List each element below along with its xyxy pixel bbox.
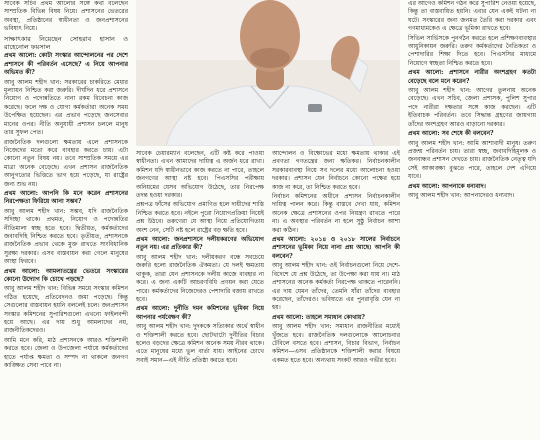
article-column-3 (272, 0, 400, 440)
answer-8: আবু আলম শহীদ খান: আগের তুলনায় অনেক বেড়েছে। এখন সচিব, জেলা প্রশাসক, পুলিশ সুপার পদে নারীরা দক্ষতার সঙ্গে কাজ করছেন। এটি ইতিবাচক পরিবর্তন। তবে সিদ্ধান্ত গ্রহণের জায়গায় তাঁদের অংশগ্রহণ আরও বাড়ানো দরকার। (408, 87, 536, 128)
answer-5: আবু আলম শহীদ খান: দুদককে সত্যিকার অর্থে স্বাধীন ও শক্তিশালী করতে হবে। ছোটখাটো দুর্নীতির বিচার হলেও বড়দের ক্ষেত্রে কমিশন অনেক সময় নীরব থাকে। এতে মানুষের মধ্যে ভুল বার্তা যায়। আইনের চোখে সবাই সমান—এই নীতি প্রতিষ্ঠা করতে হবে। (136, 323, 264, 364)
interview-byline: সাক্ষাৎকার নিয়েছেন সোহরাব হাসান ও রাহেনোল ফয়সাল (4, 34, 128, 52)
closing-question: প্রথম আলো: আপনাকে ধন্যবাদ। (408, 182, 486, 190)
answer-1: আবু আলম শহীদ খান: সরকারের চাকরিতে মেধার মূল্যায়ন নিশ্চিত করা জরুরি। দীর্ঘদিন ধরে প্রশাসনে নিয়োগ ও পদোন্নতিতে নানা রকম বিবেচনা কাজ করেছে। ফলে দক্ষ ও যোগ্য কর্মকর্তারা অনেক সময় উপেক্ষিত হয়েছেন। এর প্রভাব পড়েছে জনসেবার মানের ওপর। নীতি অনুযায়ী প্রশাসন চললে মানুষ তার সুফল পেত। (4, 78, 128, 137)
closing-answer: আবু আলম শহীদ খান: আপনাদেরও ধন্যবাদ। (408, 191, 515, 199)
question-1: প্রথম আলো: কোটা সংস্কার আন্দোলনের পর দেশে প্রশাসনে কী পরিবর্তন এসেছে? এ নিয়ে আপনার অভিমত কী? (4, 52, 128, 77)
column-4-paragraph-2: সিভিল সার্ভিসকে পুনর্গঠন করতে হলে প্রশিক্ষণব্যবস্থার আধুনিকায়ন জরুরি। তরুণ কর্মকর্তাদের নৈতিকতা ও পেশাদারির শিক্ষা দিতে হবে। পিএসসির মাধ্যমে নিয়োগে স্বচ্ছতা নিশ্চিত করতে হবে। (408, 34, 536, 67)
answer-1-continued: রাজনৈতিক দলগুলো ক্ষমতায় এলে প্রশাসনকে নিজেদের মতো করে ব্যবহার করতে চায়। এটা কোনো নতুন বিষয় নয়। তবে সাম্প্রতিক সময়ে এর মাত্রা অনেক বেড়েছে। এখন প্রশাসন রাজনৈতিক আনুগত্যের ভিত্তিতে ভাগ হয়ে পড়েছে, যা রাষ্ট্রের জন্য শুভ নয়। (4, 138, 128, 188)
article-column-2 (136, 0, 264, 440)
answer-3-continued: আমি মনে করি, মাঠ প্রশাসনকে আরও শক্তিশালী করতে হবে। জেলা ও উপজেলা পর্যায়ে কর্মকর্তাদের হাতে পর্যাপ্ত ক্ষমতা ও সম্পদ না থাকলে জনগণ কাঙ্ক্ষিত সেবা পাবে না। (4, 336, 128, 370)
column-4-paragraph: এর আগেও কমিশন গঠন করে সুপারিশ নেওয়া হয়েছে, কিন্তু তা বাস্তবায়িত হয়নি। এবার যেন একই ঘটনা না ঘটে। সংস্কারের জন্য জনমত তৈরি করা দরকার এবং গণমাধ্যমকেও এ ক্ষেত্রে ভূমিকা রাখতে হবে। (408, 0, 536, 33)
intro-paragraph: সাবেক সচিব প্রথম আলোর সঙ্গে কথা বলেছেন সাম্প্রতিক বিভিন্ন বিষয় নিয়ে। প্রশাসনের ভেতরের অবস্থা, প্রতিষ্ঠানের স্বাধীনতা ও জনপ্রশাসনের ভবিষ্যৎ নিয়ে। (4, 0, 128, 33)
column-2-paragraph: সাবেক চেয়ারম্যান বলেছেন, এটি কষ্ট করে পাওয়া স্বাধীনতা। এখন আমাদের দায়িত্ব এ অর্জন ধরে রাখা। কমিশন যদি স্বাধীনভাবে কাজ করতে না পারে, তাহলে জনগণের আস্থা নষ্ট হবে। পিএসসির পরীক্ষায় অনিয়মের যেসব অভিযোগ উঠেছে, তার নিরপেক্ষ তদন্ত হওয়া দরকার। (136, 150, 264, 200)
column-3-paragraph: আন্দোলন ও বিক্ষোভের মধ্যে ক্ষমতায় থাকার এই প্রবণতা গণতন্ত্রের জন্য ক্ষতিকর। নির্বাচনকালীন সরকারব্যবস্থা নিয়ে সব দলের মধ্যে আলোচনা হওয়া দরকার। প্রশাসন যেন নির্বাচনে কোনো পক্ষের হয়ে কাজ না করে, তা নিশ্চিত করতে হবে। (272, 150, 400, 191)
question-3: প্রথম আলো: আমলাতন্ত্রের ভেতরে সংস্কারের কোনো উদ্যোগ কি চোখে পড়ছে? (4, 267, 128, 283)
article-column-1 (4, 0, 128, 440)
column-2-paragraph-2: প্রশ্নপত্র ফাঁসের অভিযোগ প্রমাণিত হলে দায়ীদের শাস্তি নিশ্চিত করতে হবে। নইলে পুরো নিয়োগপ্রক্রিয়া নিয়েই প্রশ্ন উঠবে। তরুণেরা যে আস্থা নিয়ে প্রতিযোগিতায় অংশ নেন, সেটি নষ্ট হলে রাষ্ট্রের বড় ক্ষতি হবে। (136, 201, 264, 234)
answer-2: আবু আলম শহীদ খান: সম্ভব, যদি রাজনৈতিক সদিচ্ছা থাকে। প্রথমত, নিয়োগ ও পদোন্নতির নীতিমালা স্বচ্ছ হতে হবে। দ্বিতীয়ত, কর্মকর্তাদের জবাবদিহি নিশ্চিত করতে হবে। তৃতীয়ত, প্রশাসনকে রাজনৈতিক প্রভাব থেকে মুক্ত রাখতে সাংবিধানিক সুরক্ষা দরকার। এসব বাস্তবায়ন করা গেলে মানুষের আস্থা ফিরবে। (4, 207, 128, 266)
answer-6: আবু আলম শহীদ খান: ওই নির্বাচনগুলো নিয়ে দেশে-বিদেশে যে প্রশ্ন উঠেছে, তা উপেক্ষা করা যায় না। মাঠ প্রশাসনের অনেক কর্মকর্তা নিরপেক্ষ থাকতে পারেননি। এর দায় যেমন তাঁদের, তেমনি যাঁরা তাঁদের ব্যবহার করেছেন, তাঁদেরও। ভবিষ্যতে এর পুনরাবৃত্তি যেন না হয়। (272, 262, 400, 312)
question-2: প্রথম আলো: আপনি কি মনে করেন প্রশাসনের নিরপেক্ষতা ফিরিয়ে আনা সম্ভব? (4, 189, 128, 206)
question-9: প্রথম আলো: সব শেষে কী বলবেন? (408, 130, 494, 138)
question-7: প্রথম আলো: তাহলে সমাধান কোথায়? (272, 313, 365, 321)
question-4: প্রথম আলো: জনপ্রশাসনে দলীয়করণের অভিযোগ নতুন নয়। এর প্রতিকার কী? (136, 236, 264, 252)
question-6: প্রথম আলো: ২০১৪ ও ২০১৮ সালের নির্বাচনে প্রশাসনের ভূমিকা নিয়ে নানা প্রশ্ন আছে। আপনি কী বলবেন? (272, 236, 400, 260)
answer-3: আবু আলম শহীদ খান: বিভিন্ন সময়ে সংস্কার কমিশন গঠিত হয়েছে, প্রতিবেদনও জমা পড়েছে। কিন্তু সেগুলোর বাস্তবায়ন হয়নি বললেই চলে। জনপ্রশাসন সংস্কার কমিশনের সুপারিশগুলো এখনো ফাইলবন্দী হয়ে আছে। এর দায় শুধু আমলাদের নয়, রাজনীতিকদেরও। (4, 285, 128, 335)
answer-7: আবু আলম শহীদ খান: সমাধান রাজনীতির মধ্যেই খুঁজতে হবে। রাজনৈতিক দলগুলোকে আলোচনার টেবিলে বসতে হবে। প্রশাসন, বিচার বিভাগ, নির্বাচন কমিশন—এসব প্রতিষ্ঠানকে শক্তিশালী করার বিষয়ে একমত হতে হবে। অন্যথায় সংকট আরও গভীর হবে। (272, 323, 400, 364)
question-5: প্রথম আলো: দুর্নীতি দমন কমিশনের ভূমিকা নিয়ে আপনার পর্যবেক্ষণ কী? (136, 305, 264, 321)
article-column-4 (408, 0, 536, 440)
answer-9: আবু আলম শহীদ খান: আমি আশাবাদী মানুষ। তরুণ প্রজন্ম পরিবর্তন চায়। তারা স্বচ্ছ, জবাবদিহিমূলক ও জনবান্ধব প্রশাসন দেখতে চায়। রাজনৈতিক নেতৃত্ব যদি সেই আকাঙ্ক্ষা বুঝতে পারে, তাহলে দেশ এগিয়ে যাবে। (408, 139, 536, 181)
column-3-paragraph-2: নির্বাচন কমিশনের অধীনে প্রশাসন নির্বাচনকালীন দায়িত্ব পালন করে। কিন্তু বাস্তবে দেখা যায়, কমিশন অনেক ক্ষেত্রে প্রশাসনের ওপর নিয়ন্ত্রণ রাখতে পারে না। এ অবস্থার পরিবর্তন না হলে সুষ্ঠু নির্বাচন আশা করা কঠিন। (272, 193, 400, 234)
question-8: প্রথম আলো: প্রশাসনে নারীর অংশগ্রহণ কতটা বেড়েছে বলে মনে করেন? (408, 69, 536, 85)
answer-4: আবু আলম শহীদ খান: দলীয়করণ বন্ধে সবচেয়ে জরুরি হলো রাজনৈতিক ঐকমত্য। যে দলই ক্ষমতায় থাকুক, তারা যেন প্রশাসনকে দলীয় কাজে ব্যবহার না করে। এ জন্য একটি আচরণবিধি প্রণয়ন করা যেতে পারে। কর্মকর্তাদের নিজেদেরও পেশাদারি বজায় রাখতে হবে। (136, 253, 264, 303)
